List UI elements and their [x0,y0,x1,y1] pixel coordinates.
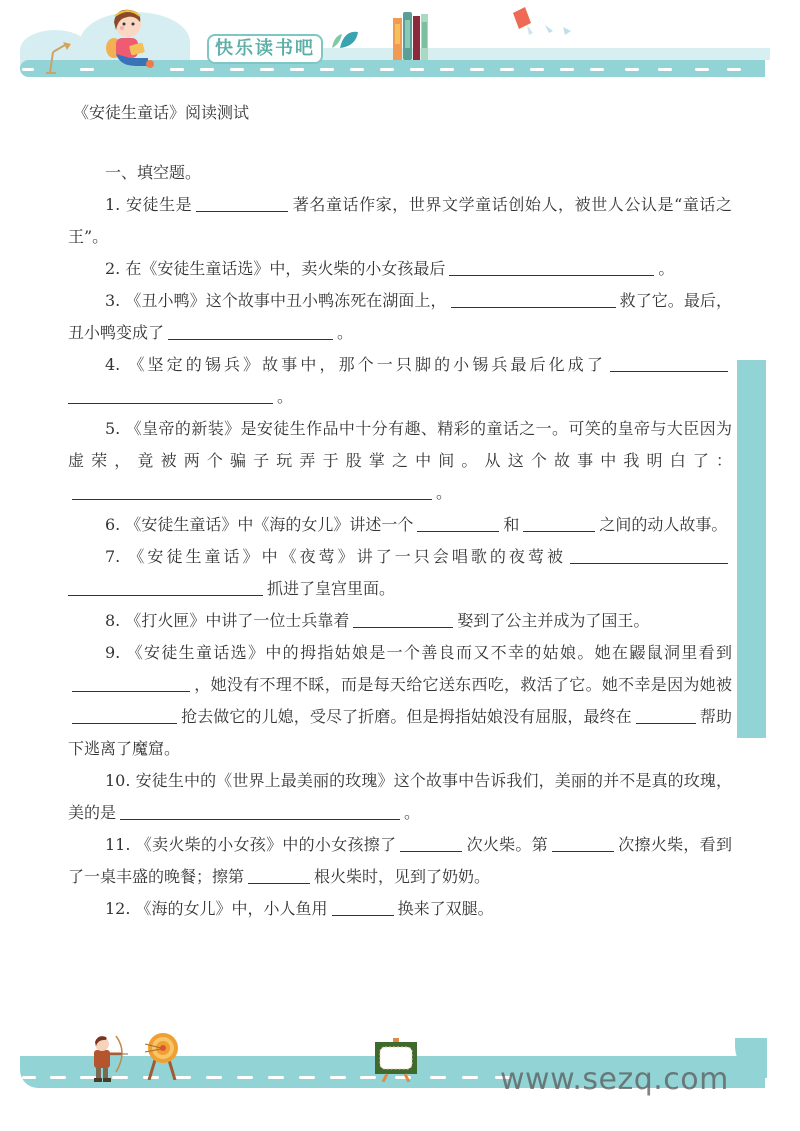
answer-blank[interactable] [332,897,394,916]
answer-blank[interactable] [196,193,288,212]
blackboard-easel-icon [373,1038,421,1082]
road-dash [462,1076,478,1079]
question-number: 5. [105,419,121,438]
road-dash [530,68,544,71]
answer-blank[interactable] [449,257,654,276]
question-number: 10. [105,771,131,790]
question-3: 3. 《丑小鸭》这个故事中丑小鸭冻死在湖面上， 救了它。最后，丑小鸭变成了 。 [68,291,732,342]
road-dash [380,68,394,71]
road-dash [80,68,94,71]
answer-blank[interactable] [72,705,177,724]
leaf-icon [328,28,362,50]
road-dash [695,68,709,71]
road-dash [200,68,214,71]
answer-blank[interactable] [523,513,595,532]
question-2: 2. 在《安徒生童话选》中，卖火柴的小女孩最后 。 [105,259,675,278]
answer-blank[interactable] [72,481,432,500]
question-number: 9. [105,643,121,662]
question-7: 7. 《安徒生童话》中《夜莺》讲了一只会唱歌的夜莺被抓进了皇宫里面。 [68,541,732,605]
question-number: 12. [105,899,131,918]
header-banner [0,0,800,90]
question-number: 2. [105,259,121,278]
road-dash [625,68,639,71]
road-dash [290,68,304,71]
question-number: 4. [105,355,121,374]
road-dash [590,68,604,71]
question-4: 4. 《坚定的锡兵》故事中，那个一只脚的小锡兵最后化成了。 [68,349,732,413]
question-number: 1. [105,195,121,214]
kite-icon [505,5,585,45]
question-12: 12. 《海的女儿》中，小人鱼用 换来了双腿。 [105,899,494,918]
road-dash [560,68,574,71]
answer-blank[interactable] [417,513,499,532]
road-dash [500,68,514,71]
footer-banner [0,1010,800,1131]
answer-blank[interactable] [636,705,696,724]
road-dash [22,1076,36,1079]
question-number: 8. [105,611,121,630]
question-8: 8. 《打火匣》中讲了一位士兵靠着 娶到了公主并成为了国王。 [105,611,650,630]
road-dash [260,68,274,71]
road-dash [299,1076,315,1079]
archer-illustration [88,1032,130,1084]
answer-blank[interactable] [248,865,310,884]
answer-blank[interactable] [168,321,333,340]
answer-blank[interactable] [451,289,616,308]
question-number: 6. [105,515,121,534]
answer-blank[interactable] [552,833,614,852]
road-dash [170,68,184,71]
section-title: 一、填空题。 [105,163,202,182]
reading-corner-badge: 快乐读书吧 [207,34,323,64]
worksheet-content [68,97,732,925]
question-number: 11. [105,835,131,854]
side-decoration-bar [737,360,766,738]
road-dash [330,1076,346,1079]
road-dash [440,68,454,71]
road-dash [230,68,244,71]
girl-reading-illustration [100,4,160,74]
document-title: 《安徒生童话》阅读测试 [73,103,250,122]
road-dash [470,68,484,71]
answer-blank[interactable] [120,801,400,820]
answer-blank[interactable] [68,385,273,404]
watermark-text: www.sezq.com [500,1062,729,1097]
road-dash [658,68,672,71]
desk-lamp-icon [45,40,75,75]
question-6: 6. 《安徒生童话》中《海的女儿》讲述一个 和 之间的动人故事。 [105,515,728,534]
road-dash [727,68,741,71]
question-number: 3. [105,291,121,310]
question-10: 10. 安徒生中的《世界上最美丽的玫瑰》这个故事中告诉我们，美丽的并不是真的玫瑰，美的是 。 [68,771,732,822]
answer-blank[interactable] [400,833,462,852]
answer-blank[interactable] [353,609,453,628]
question-9: 9. 《安徒生童话选》中的拇指姑娘是一个善良而又不幸的姑娘。她在鼹鼠洞里看到，她没有不理不睬，而是每天给它送东西吃，救活了它。她不幸是因为她被抢去做它的儿媳，受尽了折磨。但是拇指姑娘没有屈服，最终在 帮助下逃离了魔窟。 [68,643,732,758]
answer-blank[interactable] [610,353,728,372]
archery-target-icon [143,1030,183,1080]
question-5: 5. 《皇帝的新装》是安徒生作品中十分有趣、精彩的童话之一。可笑的皇帝与大臣因为虚荣，竟被两个骗子玩弄于股掌之中间。从这个故事中我明白了：。 [68,419,732,502]
question-11: 11. 《卖火柴的小女孩》中的小女孩擦了 次火柴。第 次擦火柴，看到了一桌丰盛的晚餐；擦第 根火柴时，见到了奶奶。 [68,835,732,886]
road-dash [206,1076,222,1079]
answer-blank[interactable] [72,673,190,692]
road-dash [50,1076,66,1079]
road-dash [237,1076,253,1079]
books-icon [393,10,433,60]
road-dash [22,68,34,71]
road-dash [350,68,364,71]
road-dash [268,1076,284,1079]
question-1: 1. 安徒生是 著名童话作家，世界文学童话创始人，被世人公认是“童话之王”。 [68,195,732,246]
road-dash [320,68,334,71]
answer-blank[interactable] [570,545,728,564]
answer-blank[interactable] [68,577,263,596]
road-dash [410,68,424,71]
question-number: 7. [105,547,121,566]
road-dash [430,1076,446,1079]
